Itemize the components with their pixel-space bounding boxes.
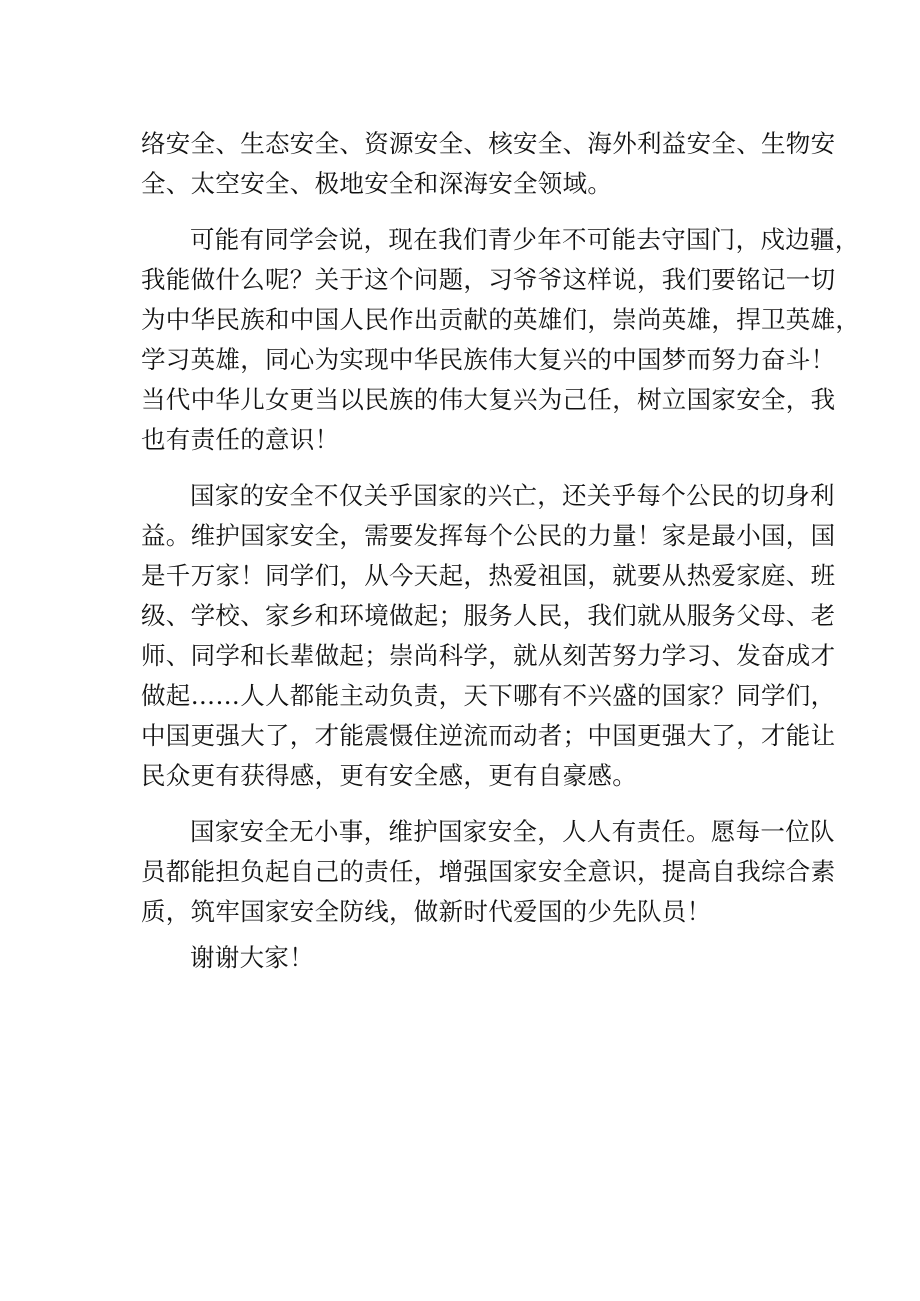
- text-line: 益。维护国家安全，需要发挥每个公民的力量！家是最小国，国: [141, 521, 836, 550]
- text-line: 中国更强大了，才能震慑住逆流而动者；中国更强大了，才能让: [141, 721, 836, 750]
- paragraph-3: [141, 476, 836, 796]
- text-line: 质，筑牢国家安全防线，做新时代爱国的少先队员！: [141, 897, 712, 926]
- text-line: 员都能担负起自己的责任，增强国家安全意识，提高自我综合素: [141, 857, 836, 886]
- closing-paragraph: [141, 938, 801, 978]
- closing-line: 谢谢大家！: [190, 943, 314, 972]
- speech-body: [141, 124, 861, 978]
- text-line: 学习英雄，同心为实现中华民族伟大复兴的中国梦而努力奋斗！: [141, 345, 836, 374]
- text-line: 师、同学和长辈做起；崇尚科学，就从刻苦努力学习、发奋成才: [141, 641, 836, 670]
- text-line: 我能做什么呢？关于这个问题，习爷爷这样说，我们要铭记一切: [141, 265, 836, 294]
- text-line: 做起……人人都能主动负责，天下哪有不兴盛的国家？同学们，: [141, 681, 836, 710]
- text-line: 国家的安全不仅关乎国家的兴亡，还关乎每个公民的切身利: [190, 481, 835, 510]
- paragraph-1: [141, 124, 836, 204]
- text-line: 为中华民族和中国人民作出贡献的英雄们，崇尚英雄，捍卫英雄，: [141, 305, 861, 334]
- text-line: 络安全、生态安全、资源安全、核安全、海外利益安全、生物安: [141, 129, 836, 158]
- text-line: 民众更有获得感，更有安全感，更有自豪感。: [141, 761, 637, 790]
- paragraph-2: [141, 220, 861, 460]
- text-line: 也有责任的意识！: [141, 425, 340, 454]
- text-line: 级、学校、家乡和环境做起；服务人民，我们就从服务父母、老: [141, 601, 836, 630]
- text-line: 可能有同学会说，现在我们青少年不可能去守国门，戍边疆，: [190, 225, 860, 254]
- text-line: 国家安全无小事，维护国家安全，人人有责任。愿每一位队: [190, 817, 835, 846]
- text-line: 当代中华儿女更当以民族的伟大复兴为己任，树立国家安全，我: [141, 385, 836, 414]
- text-line: 是千万家！同学们，从今天起，热爱祖国，就要从热爱家庭、班: [141, 561, 836, 590]
- paragraph-4: [141, 812, 836, 932]
- text-line: 全、太空安全、极地安全和深海安全领域。: [141, 169, 613, 198]
